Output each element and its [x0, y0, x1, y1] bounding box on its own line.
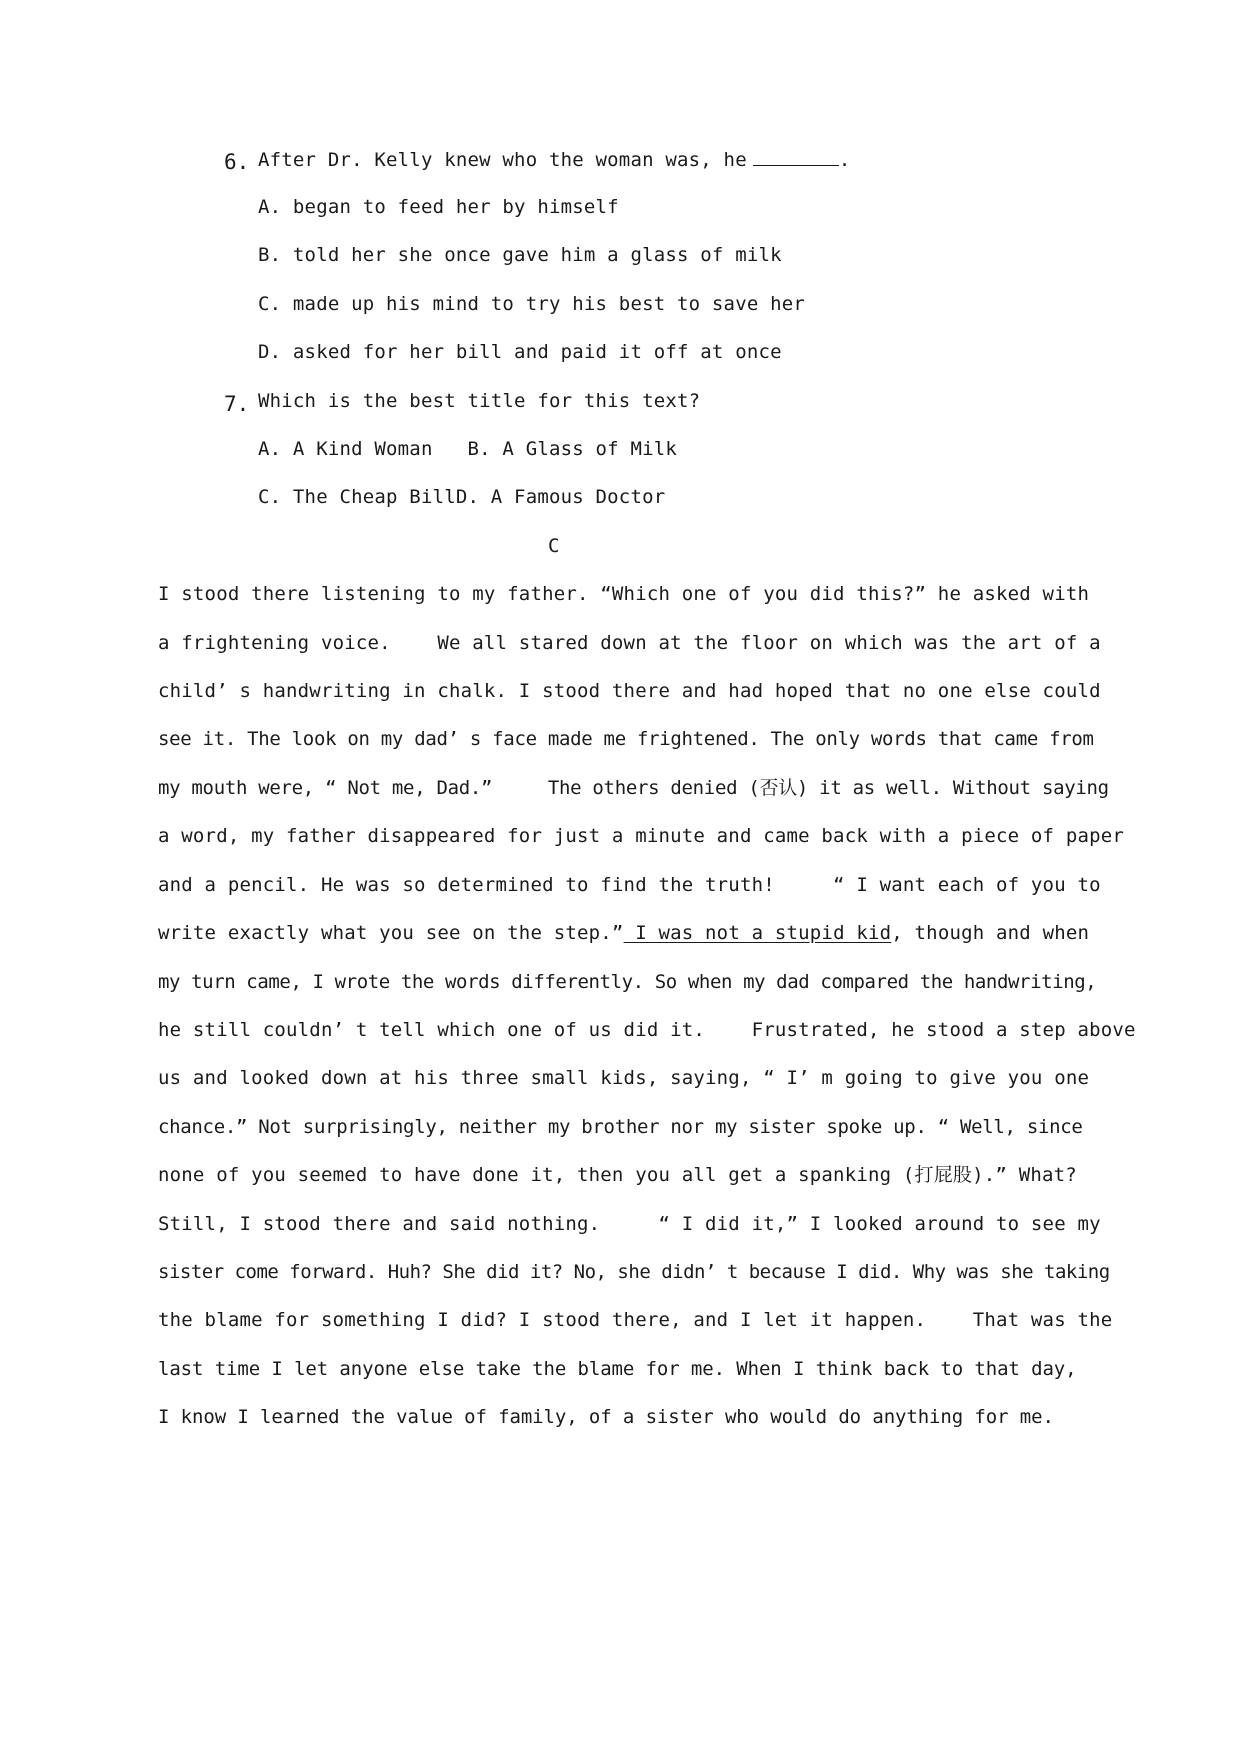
question-6-stem-text: After Dr. Kelly knew who the woman was, he — [258, 149, 747, 171]
answer-blank — [753, 147, 839, 166]
passage-line: a word, my father disappeared for just a minute and came back with a piece of paper — [158, 825, 1125, 847]
section-label: C — [548, 535, 560, 557]
question-6-option-d: D. asked for her bill and paid it off at once — [258, 341, 782, 363]
passage-line: see it. The look on my dad’ s face made me frightened. The only words that came from — [158, 728, 1094, 750]
question-6-option-c: C. made up his mind to try his best to save her — [258, 293, 806, 315]
passage-line: Still, I stood there and said nothing. “ I did it,” I looked around to see my — [158, 1213, 1101, 1235]
question-6-option-b: B. told her she once gave him a glass of milk — [258, 244, 782, 266]
passage-line: child’ s handwriting in chalk. I stood there and had hoped that no one else could — [158, 680, 1101, 702]
passage-text: , though and when — [891, 922, 1090, 944]
question-7-stem: Which is the best title for this text? — [258, 390, 701, 412]
passage-line: none of you seemed to have done it, then you all get a spanking (打屁股).” What? — [158, 1164, 1077, 1186]
question-6-stem — [258, 147, 850, 172]
passage-line: the blame for something I did? I stood there, and I let it happen. That was the — [158, 1309, 1113, 1331]
question-6-stem-end: . — [838, 149, 851, 171]
passage-line: chance.” Not surprisingly, neither my brother nor my sister spoke up. “ Well, since — [158, 1116, 1083, 1138]
passage-line: and a pencil. He was so determined to find the truth! “ I want each of you to — [158, 874, 1101, 896]
passage-line: last time I let anyone else take the blame for me. When I think back to that day, — [158, 1358, 1077, 1380]
passage-line: he still couldn’ t tell which one of us did it. Frustrated, he stood a step above — [158, 1019, 1136, 1041]
passage-line: my turn came, I wrote the words differently. So when my dad compared the handwriting, — [158, 971, 1097, 993]
passage-line — [158, 921, 1089, 945]
passage-text: write exactly what you see on the step.” — [158, 922, 624, 944]
question-7-options-cd: C. The Cheap BillD. A Famous Doctor — [258, 486, 666, 508]
passage-line: sister come forward. Huh? She did it? No, she didn’ t because I did. Why was she taking — [158, 1261, 1110, 1283]
passage-line: us and looked down at his three small kids, saying, “ I’ m going to give you one — [158, 1067, 1090, 1089]
passage-line: I stood there listening to my father. “Which one of you did this?” he asked with — [158, 583, 1090, 605]
question-6-option-a: A. began to feed her by himself — [258, 196, 619, 218]
question-6-number: 6. — [224, 150, 250, 174]
question-7-number: 7. — [224, 392, 250, 416]
passage-line: my mouth were, “ Not me, Dad.” The others denied (否认) it as well. Without saying — [158, 777, 1109, 799]
underlined-phrase: I was not a stupid kid — [623, 922, 892, 944]
passage-line: I know I learned the value of family, of a sister who would do anything for me. — [158, 1406, 1054, 1428]
question-7-options-ab: A. A Kind Woman B. A Glass of Milk — [258, 438, 678, 460]
passage-line: a frightening voice. We all stared down at the floor on which was the art of a — [158, 632, 1101, 654]
